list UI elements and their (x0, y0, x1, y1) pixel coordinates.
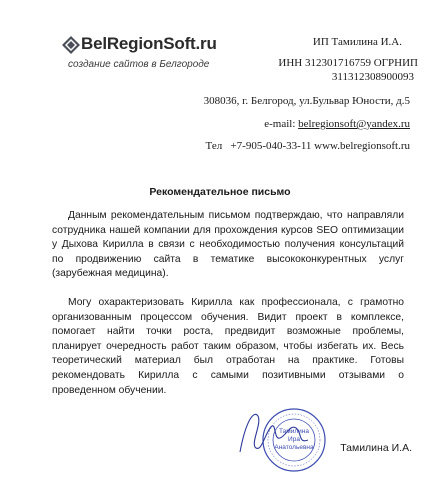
letter-title: Рекомендательное письмо (149, 186, 291, 198)
email-label: e-mail: (264, 118, 296, 130)
email-link[interactable]: belregionsoft@yandex.ru (298, 118, 410, 130)
address: 308036, г. Белгород, ул.Бульвар Юности, д.5 (203, 95, 410, 107)
signer-name: Тамилина И.А. (340, 442, 412, 454)
inn-ogrnip: ИНН 312301716759 ОГРНИП (278, 57, 418, 69)
site-link[interactable]: belregionsoft.ru (340, 140, 410, 152)
ogrnip-number: 311312308900093 (331, 71, 414, 83)
logo-name: BelRegionSoft.ru (81, 34, 217, 53)
stamp-inner-line-1: Тамилина (278, 428, 310, 435)
signature-stamp (236, 400, 332, 472)
letter-paragraph-1: Данным рекомендательным письмом подтверждаю, что направляли сотрудника нашей компании для прохождения курсов SEO оптимизации у Дыхова Кирилла в связи с необходимостью получения консультаций по продвижению сайта в тематике высококонкурентных услуг (зарубежная медицина). (52, 210, 404, 280)
logo-tagline: создание сайтов в Белгороде (68, 59, 210, 70)
phone-label: Тел (205, 140, 223, 152)
company-name: ИП Тамилина И.А. (312, 36, 402, 48)
phone-number: +7-905-040-33-11 (230, 140, 312, 152)
email-line (264, 118, 410, 130)
company-logo (62, 34, 217, 84)
stamp-inner-line-2: Ира (288, 436, 300, 443)
diamond-logo-icon (62, 36, 80, 54)
site-prefix: www. (314, 140, 341, 152)
letter-paragraph-2: Могу охарактеризовать Кирилла как профессионала, с грамотно организованным процессом обучения. Видит проект в комплексе, помогает найти точки роста, предвидит возможные проблемы, планирует очередность работ таким образом, чтобы избегать их. Весь теоретический материал был отработан на практике. Готовы рекомендовать Кирилла с самыми позитивными отзывами о проведенном обучении. (52, 297, 404, 396)
stamp-inner-line-3: Анатольевна (274, 444, 314, 451)
phone-site-line (206, 140, 410, 152)
